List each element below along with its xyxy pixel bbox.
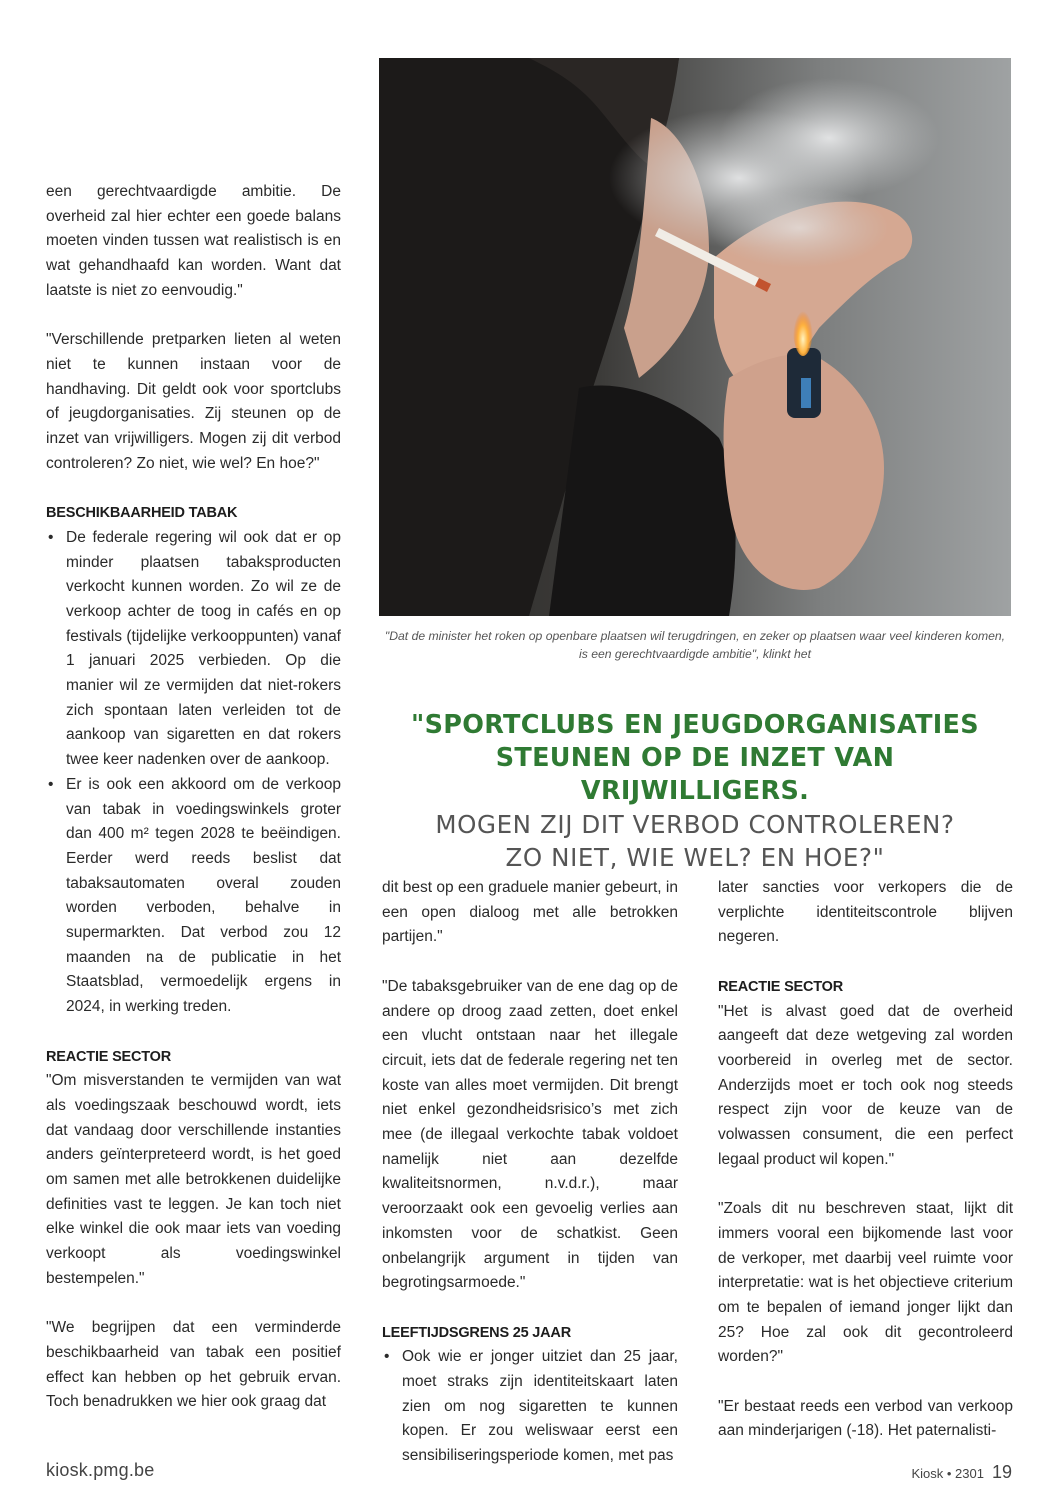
right-paragraph-2: "Het is alvast goed dat de overheid aangeeft dat deze wetgeving zal worden voorbereid in overleg met de sector. Anderzijds moet er toch ook nog steeds respect zijn voor de keuze van de volwassen consument, die een perfect legaal product wil kopen." bbox=[718, 1002, 1013, 1168]
left-paragraph-2: "Verschillende pretparken lieten al weten niet te kunnen instaan voor de handhaving. Dit geldt ook voor sportclubs of jeugdorganisaties. Zij steunen op de inzet van vrijwilligers. Mogen zij dit verbod controleren? Zo niet, wie wel? En hoe?" bbox=[46, 331, 341, 472]
right-paragraph-1: later sancties voor verkopers die de verplichte identiteitscontrole blijven negeren. bbox=[718, 879, 1013, 946]
right-paragraph-3: "Zoals dit nu beschreven staat, lijkt dit immers vooral een bijkomende last voor de verkoper, met daarbij veel ruimte voor interpretatie: wat is het objectieve criterium om te bepalen of iemand jonger lijkt dan 25? Hoe zal ook dit gecontroleerd worden?" bbox=[718, 1200, 1013, 1366]
smoking-woman-illustration bbox=[379, 58, 1011, 616]
list-item: • De federale regering wil ook dat er op minder plaatsen tabaksproducten verkocht kunnen worden. Zo wil ze de verkoop achter de toog in cafés en op festivals (tijdelijke verkooppunten) vanaf 1 januari 2025 verbieden. Op die manier wil ze vermijden dat niet-rokers zich spontaan laten verleiden tot de aankoop van sigaretten en dat rokers twee keer nadenken over de aankoop. bbox=[46, 526, 341, 773]
pull-quote-line-3: MOGEN ZIJ DIT VERBOD CONTROLEREN? bbox=[435, 810, 955, 839]
right-paragraph-4: "Er bestaat reeds een verbod van verkoop aan minderjarigen (-18). Het paternalisti- bbox=[718, 1397, 1013, 1440]
magazine-issue: Kiosk • 2301 bbox=[911, 1466, 984, 1481]
section-heading-leeftijdsgrens: LEEFTIJDSGRENS 25 JAAR bbox=[382, 1324, 571, 1341]
middle-paragraph-2: "De tabaksgebruiker van de ene dag op de andere op droog zaad zetten, doet enkel een vlucht ontstaan naar het illegale circuit, iets dat de federale regering net ten koste van alles moet vermijden. Dit brengt niet enkel gezondheidsrisico’s met zich mee (de illegaal verkochte tabak voldoet namelijk niet aan dezelfde kwaliteitsnormen, n.v.d.r.), maar veroorzaakt ook een gevoelig verlies aan inkomsten voor de schatkist. Geen onbelangrijk argument in tijden van begrotingsarmoede." bbox=[382, 977, 678, 1292]
pull-quote bbox=[379, 709, 1011, 874]
middle-column bbox=[382, 876, 678, 1494]
section-heading-reactie-sector: REACTIE SECTOR bbox=[46, 1048, 172, 1065]
left-paragraph-3: "Om misverstanden te vermijden van wat als voedingszaak beschouwd wordt, iets dat vandaag door verschillende instanties anders geïnterpreteerd wordt, is het goed om samen met alle betrokkenen duidelijke definities vast te leggen. Je kan toch niet elke winkel die ook maar iets van voeding verkoopt als voedingswinkel bestempelen." bbox=[46, 1072, 341, 1287]
left-paragraph-4: "We begrijpen dat een verminderde beschikbaarheid van tabak een positief effect kan hebben op het gebruik ervan. Toch benadrukken we hier ook graag dat bbox=[46, 1319, 341, 1411]
left-column bbox=[46, 180, 341, 1415]
page-number: 19 bbox=[991, 1462, 1012, 1482]
pull-quote-line-4: ZO NIET, WIE WEL? EN HOE?" bbox=[505, 843, 885, 872]
section-heading-beschikbaarheid: BESCHIKBAARHEID TABAK bbox=[46, 505, 238, 522]
pull-quote-line-2: STEUNEN OP DE INZET VAN VRIJWILLIGERS. bbox=[495, 743, 895, 806]
pull-quote-line-1: "SPORTCLUBS EN JEUGDORGANISATIES bbox=[411, 710, 979, 740]
footer-meta bbox=[911, 1462, 1012, 1483]
footer-url[interactable]: kiosk.pmg.be bbox=[46, 1460, 155, 1480]
article-photo bbox=[379, 58, 1011, 616]
photo-caption: "Dat de minister het roken op openbare plaatsen wil terugdringen, en zeker op plaatsen waar veel kinderen komen, is een gerechtvaardigde ambitie", klinkt het bbox=[384, 629, 1006, 661]
right-column bbox=[718, 876, 1013, 1444]
bullet-list-beschikbaarheid bbox=[46, 526, 341, 1020]
section-heading-reactie-sector-2: REACTIE SECTOR bbox=[718, 978, 844, 995]
left-paragraph-1: een gerechtvaardigde ambitie. De overheid zal hier echter een goede balans moeten vinden tussen wat realistisch is en wat gehandhaafd kan worden. Want dat laatste is niet zo eenvoudig." bbox=[46, 183, 341, 299]
list-item: • Er is ook een akkoord om de verkoop van tabak in voedingswinkels groter dan 400 m² tegen 2028 te beëindigen. Eerder werd reeds beslist dat tabaksautomaten overal zouden worden verboden, behalve in supermarkten. Dat verbod zou 12 maanden na de publicatie in het Staatsblad, vermoedelijk ergens in 2024, in werking treden. bbox=[46, 773, 341, 1020]
middle-paragraph-1: dit best op een graduele manier gebeurt, in een open dialoog met alle betrokken partijen." bbox=[382, 879, 678, 946]
list-item: • Ook wie er jonger uitziet dan 25 jaar, moet straks zijn identiteitskaart laten zien om nog sigaretten te kunnen kopen. Er zou weliswaar eerst een sensibiliseringsperiode komen, met pas bbox=[382, 1345, 678, 1469]
bullet-list-leeftijdsgrens bbox=[382, 1345, 678, 1469]
